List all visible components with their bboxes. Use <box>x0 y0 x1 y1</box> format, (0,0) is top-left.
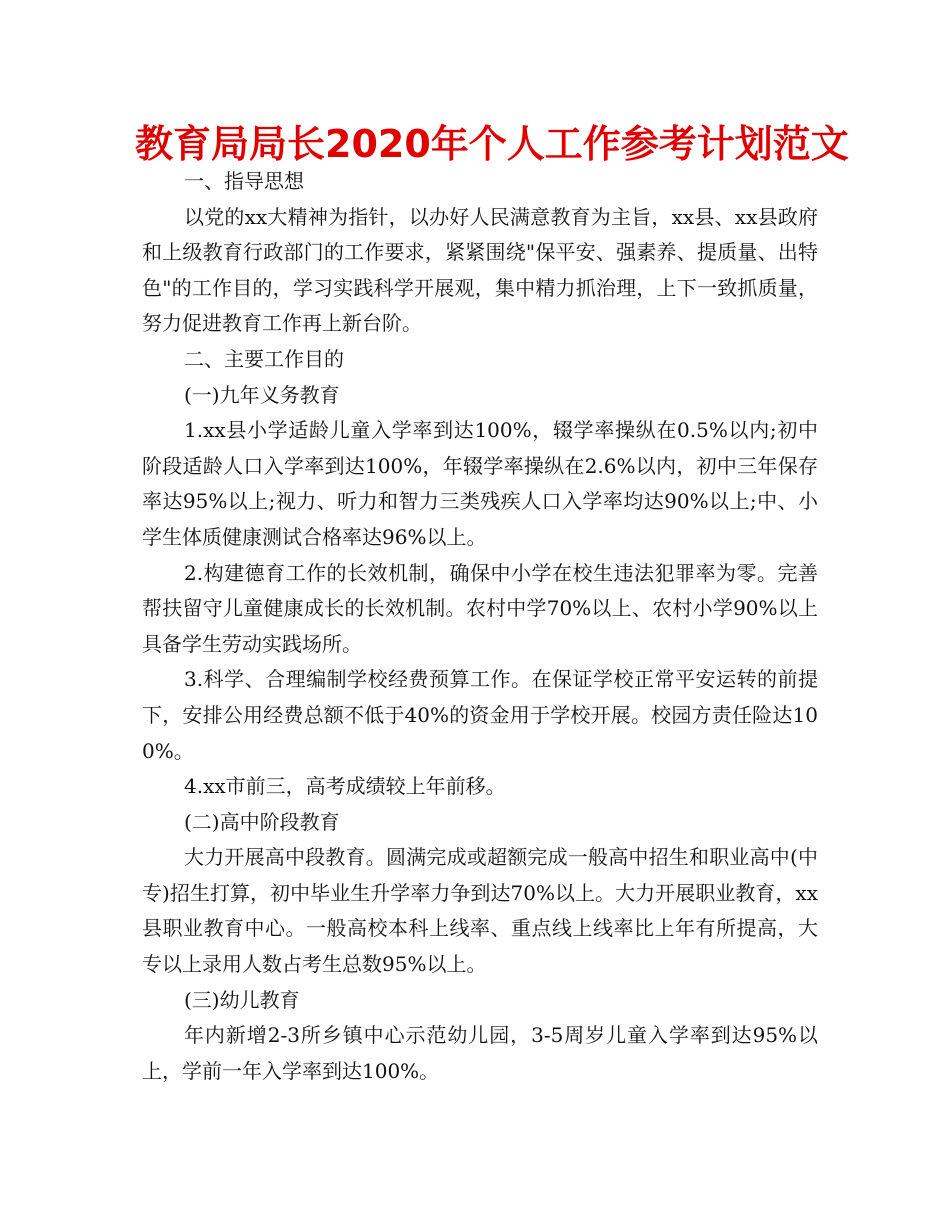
paragraph: 大力开展高中段教育。圆满完成或超额完成一般高中招生和职业高中(中专)招生打算，初中毕业生升学率力争到达70%以上。大力开展职业教育，xx县职业教育中心。一般高校本科上线率、重点线上线率比上年有所提高，大专以上录用人数占考生总数95%以上。 <box>142 845 818 977</box>
list-item-goal-4: 4.xx市前三，高考成绩较上年前移。 <box>184 774 506 799</box>
subsection-heading-high-school: (二)高中阶段教育 <box>184 809 340 834</box>
list-item-goal-3: 3.科学、合理编制学校经费预算工作。在保证学校正常平安运转的前提下，安排公用经费总额不低于40%的资金用于学校开展。校园方责任险达100%。 <box>142 667 818 763</box>
section-heading-guiding-ideology: 一、指导思想 <box>184 169 304 193</box>
document-body <box>142 164 818 1089</box>
paragraph: 以党的xx大精神为指针，以办好人民满意教育为主旨，xx县、xx县政府和上级教育行政部门的工作要求，紧紧围绕"保平安、强素养、提质量、出特色"的工作目的，学习实践科学开展观，集中精力抓治理，上下一致抓质量，努力促进教育工作再上新台阶。 <box>142 204 818 336</box>
subsection-heading-compulsory-education: (一)九年义务教育 <box>184 382 340 407</box>
list-item-goal-1: 1.xx县小学适龄儿童入学率到达100%，辍学率操纵在0.5%以内;初中阶段适龄人口入学率到达100%，年辍学率操纵在2.6%以内，初中三年保存率达95%以上;视力、听力和智力三类残疾人口入学率均达90%以上;中、小学生体质健康测试合格率达96%以上。 <box>142 418 818 549</box>
document-title: 教育局局长2020年个人工作参考计划范文 <box>135 122 849 166</box>
list-item-goal-2: 2.构建德育工作的长效机制，确保中小学在校生违法犯罪率为零。完善帮扶留守儿童健康成长的长效机制。农村中学70%以上、农村小学90%以上具备学生劳动实践场所。 <box>142 560 818 656</box>
paragraph: 年内新增2-3所乡镇中心示范幼儿园，3-5周岁儿童入学率到达95%以上，学前一年入学率到达100%。 <box>142 1023 818 1083</box>
subsection-heading-preschool: (三)幼儿教育 <box>184 987 300 1012</box>
section-heading-main-goals: 二、主要工作目的 <box>184 346 344 371</box>
